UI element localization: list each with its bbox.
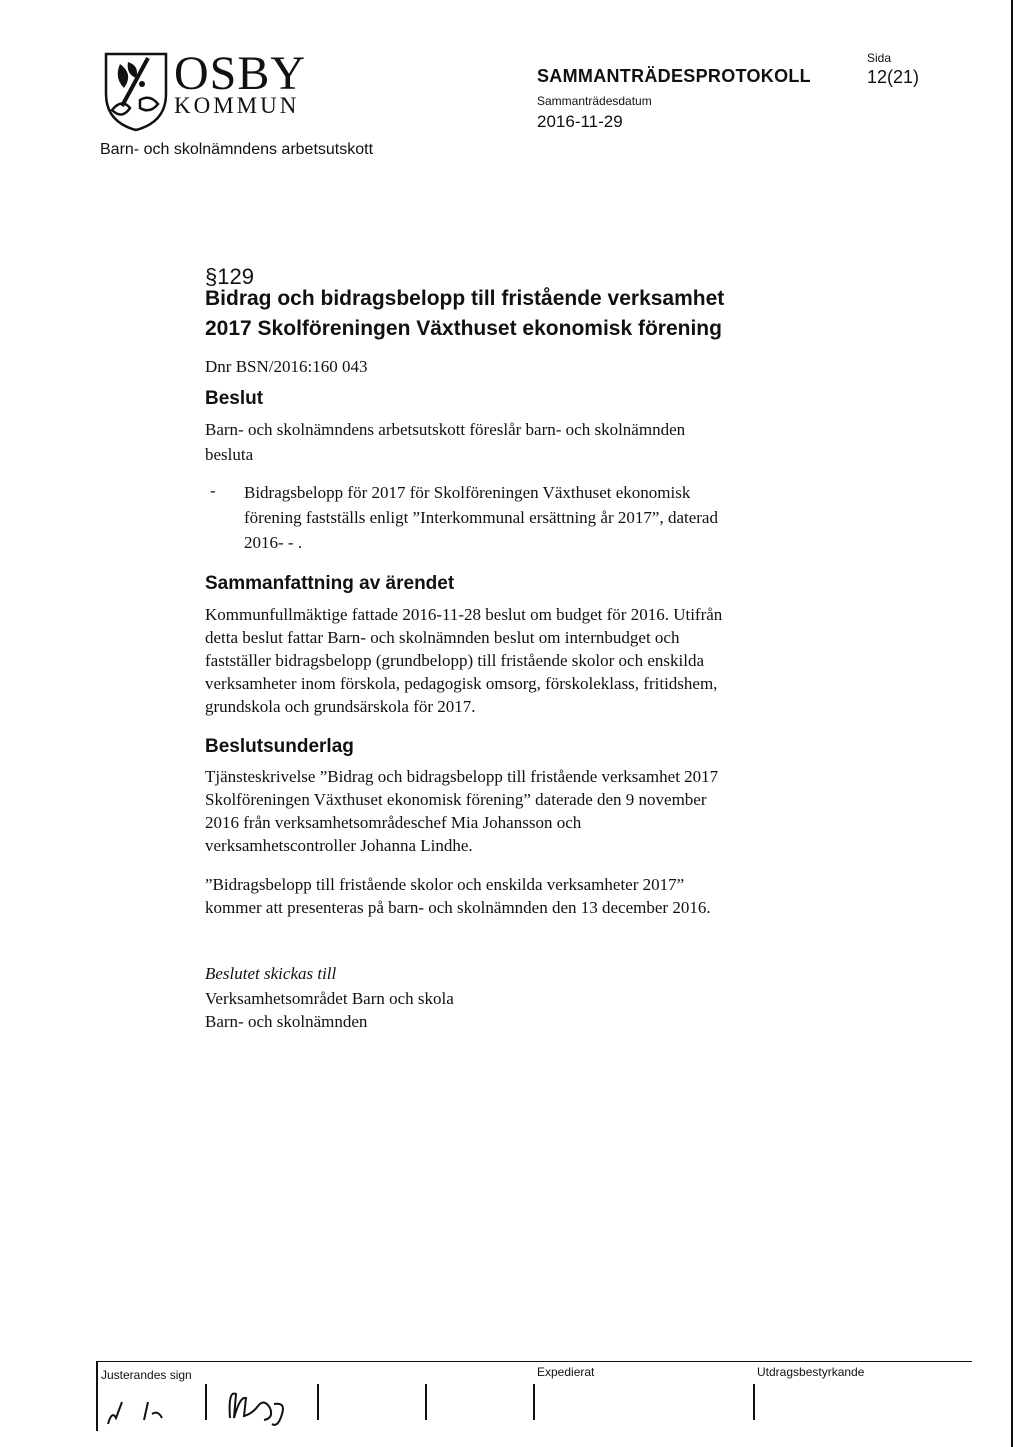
paragraph-number: §129 — [205, 264, 254, 289]
footer-expedierat-label: Expedierat — [537, 1365, 595, 1379]
basis-heading: Beslutsunderlag — [205, 736, 354, 757]
summary-line: detta beslut fattar Barn- och skolnämnden beslut om internbudget och — [205, 628, 680, 647]
footer-utdrag-label: Utdragsbestyrkande — [757, 1365, 865, 1379]
recipients-list — [205, 987, 454, 1033]
footer-justerandes-label: Justerandes sign — [101, 1368, 192, 1382]
bullet-dash: - — [210, 481, 216, 500]
basis-text-2 — [205, 873, 845, 919]
summary-line: verksamheter inom förskola, pedagogisk omsorg, förskoleklass, fritidshem, — [205, 674, 718, 693]
basis-text — [205, 765, 845, 857]
basis-line: kommer att presenteras på barn- och skolnämnden den 13 december 2016. — [205, 898, 711, 917]
basis-line: Tjänsteskrivelse ”Bidrag och bidragsbelopp till fristående verksamhet 2017 — [205, 767, 719, 786]
page-edge-line — [1011, 0, 1013, 1447]
beslut-line-2: besluta — [205, 445, 254, 464]
coat-of-arms-logo — [100, 48, 172, 132]
recipient-item: Verksamhetsområdet Barn och skola — [205, 989, 454, 1008]
page-label: Sida — [867, 51, 892, 65]
basis-line: 2016 från verksamhetsområdeschef Mia Johansson och — [205, 813, 582, 832]
beslut-line-1: Barn- och skolnämndens arbetsutskott föreslår barn- och skolnämnden — [205, 420, 686, 439]
footer-top-line — [96, 1361, 972, 1362]
logo-sub: KOMMUN — [174, 93, 300, 118]
beslut-heading: Beslut — [205, 388, 264, 409]
meeting-date-label: Sammanträdesdatum — [537, 94, 652, 108]
summary-text — [205, 603, 845, 718]
recipients-heading: Beslutet skickas till — [205, 964, 337, 983]
paragraph-title-line-2: 2017 Skolföreningen Växthuset ekonomisk förening — [205, 317, 722, 340]
signature-divider — [205, 1384, 207, 1420]
summary-line: grundskola och grundsärskola för 2017. — [205, 697, 476, 716]
logo-name: OSBY — [174, 47, 307, 100]
signature-divider — [533, 1384, 535, 1420]
meeting-date: 2016-11-29 — [537, 112, 623, 131]
committee-name: Barn- och skolnämndens arbetsutskott — [100, 141, 374, 158]
signature-divider — [425, 1384, 427, 1420]
signature-divider — [753, 1384, 755, 1420]
basis-line: Skolföreningen Växthuset ekonomisk förening” daterade den 9 november — [205, 790, 707, 809]
bullet-line-3: 2016- - . — [244, 533, 303, 552]
diary-number: Dnr BSN/2016:160 043 — [205, 357, 368, 376]
summary-line: fastställer bidragsbelopp (grundbelopp) till fristående skolor och enskilda — [205, 651, 705, 670]
recipient-item: Barn- och skolnämnden — [205, 1012, 368, 1031]
bullet-line-2: förening fastställs enligt ”Interkommunal ersättning år 2017”, daterad — [244, 508, 718, 527]
summary-line: Kommunfullmäktige fattade 2016-11-28 beslut om budget för 2016. Utifrån — [205, 605, 723, 624]
bullet-line-1: Bidragsbelopp för 2017 för Skolföreningen Växthuset ekonomisk — [244, 483, 691, 502]
beslut-bullet — [244, 481, 824, 554]
page-number: 12(21) — [867, 67, 920, 87]
basis-line: ”Bidragsbelopp till fristående skolor och enskilda verksamheter 2017” — [205, 875, 685, 894]
document-type: SAMMANTRÄDESPROTOKOLL — [537, 66, 811, 86]
basis-line: verksamhetscontroller Johanna Lindhe. — [205, 836, 473, 855]
footer-left-line — [96, 1361, 98, 1431]
section-sign-icon: § — [205, 264, 218, 289]
signature-divider — [317, 1384, 319, 1420]
paragraph-title-line-1: Bidrag och bidragsbelopp till fristående verksamhet — [205, 287, 725, 310]
summary-heading: Sammanfattning av ärendet — [205, 573, 455, 594]
signature-scribble-2 — [224, 1384, 294, 1434]
signature-scribble-1 — [104, 1388, 194, 1432]
